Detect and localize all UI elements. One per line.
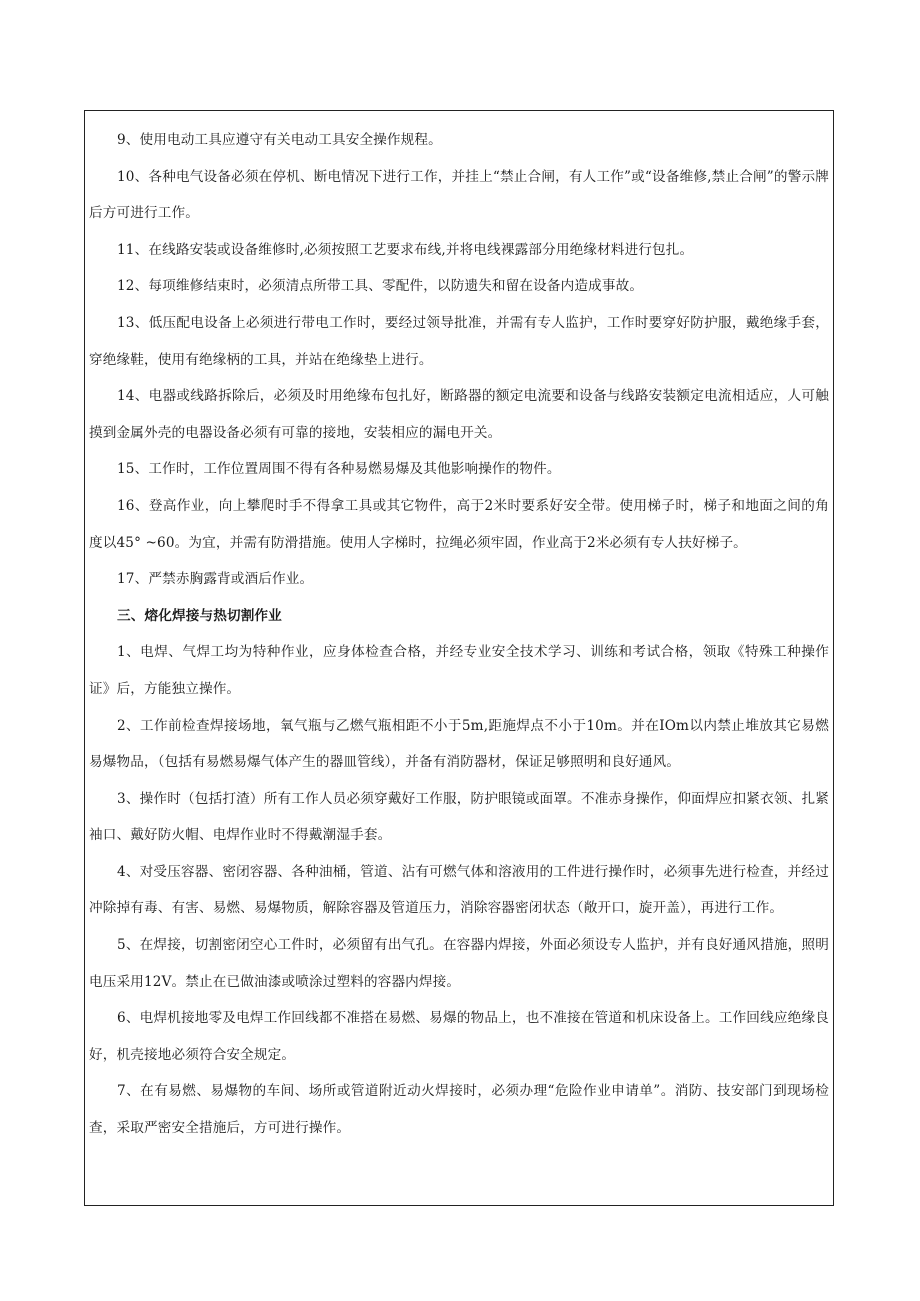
paragraph: 2、工作前检查焊接场地，氧气瓶与乙燃气瓶相距不小于5m,距施焊点不小于10m。并在IOm以内禁止堆放其它易燃易爆物品，（包括有易燃易爆气体产生的器皿管线），并备有消防器材，保证足够照明和良好通风。: [89, 717, 829, 771]
document-frame: [84, 110, 834, 1206]
paragraph: 6、电焊机接地零及电焊工作回线都不准搭在易燃、易爆的物品上，也不准接在管道和机床设备上。工作回线应绝缘良好，机壳接地必须符合安全规定。: [89, 1010, 829, 1063]
paragraph: 11、在线路安装或设备维修时,必须按照工艺要求布线,并将电线裸露部分用绝缘材料进行包扎。: [117, 241, 694, 258]
paragraph: 16、登高作业，向上攀爬时手不得拿工具或其它物件，高于2米时要系好安全带。使用梯子时，梯子和地面之间的角度以45° ~60。为宜，并需有防滑措施。使用人字梯时，拉绳必须牢固，作业高于2米必须有专人扶好梯子。: [89, 497, 829, 551]
paragraph: 12、每项维修结束时，必须清点所带工具、零配件，以防遗失和留在设备内造成事故。: [117, 278, 644, 295]
paragraph: 15、工作时，工作位置周围不得有各种易燃易爆及其他影响操作的物件。: [117, 461, 561, 478]
paragraph: 14、电器或线路拆除后，必须及时用绝缘布包扎好，断路器的额定电流要和设备与线路安装额定电流相适应，人可触摸到金属外壳的电器设备必须有可靠的接地，安装相应的漏电开关。: [89, 388, 829, 441]
paragraph: 5、在焊接，切割密闭空心工件时，必须留有出气孔。在容器内焊接，外面必须设专人监护，并有良好通风措施，照明电压采用12V。禁止在已做油漆或喷涂过塑料的容器内焊接。: [89, 937, 829, 990]
paragraph: 9、使用电动工具应遵守有关电动工具安全操作规程。: [117, 132, 442, 148]
paragraph: 1、电焊、气焊工均为特种作业，应身体检查合格，并经专业安全技术学习、训练和考试合格，领取《特殊工种操作证》后，方能独立操作。: [89, 644, 829, 697]
paragraph: 3、操作时（包括打渣）所有工作人员必须穿戴好工作服，防护眼镜或面罩。不准赤身操作，仰面焊应扣紧衣领、扎紧袖口、戴好防火帽、电焊作业时不得戴潮湿手套。: [89, 790, 829, 844]
section-heading: 三、熔化焊接与热切割作业: [117, 607, 282, 624]
paragraph: 7、在有易燃、易爆物的车间、场所或管道附近动火焊接时，必须办理“危险作业申请单”。消防、技安部门到现场检查，采取严密安全措施后，方可进行操作。: [89, 1083, 829, 1137]
paragraph: 13、低压配电设备上必须进行带电工作时，要经过领导批准，并需有专人监护，工作时要穿好防护服，戴绝缘手套，穿绝缘鞋，使用有绝缘柄的工具，并站在绝缘垫上进行。: [89, 314, 829, 368]
paragraph: 4、对受压容器、密闭容器、各种油桶，管道、沾有可燃气体和溶液用的工件进行操作时，必须事先进行检查，并经过冲除掉有毒、有害、易燃、易爆物质，解除容器及管道压力，消除容器密闭状态（敞开口，旋开盖），再进行工作。: [89, 863, 829, 917]
paragraph: 17、严禁赤胸露背或酒后作业。: [117, 571, 314, 588]
paragraph: 10、各种电气设备必须在停机、断电情况下进行工作，并挂上“禁止合闸，有人工作”或“设备维修,禁止合闸”的警示牌后方可进行工作。: [89, 168, 829, 222]
